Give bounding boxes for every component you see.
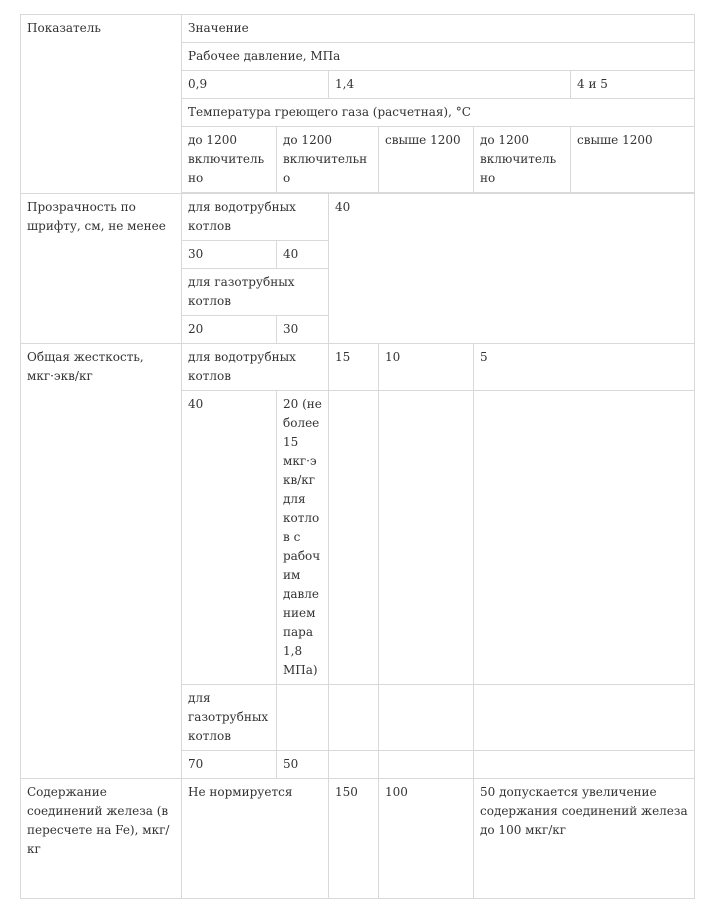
pressure-0-9: 0,9 (182, 71, 329, 99)
transparency-value-right: 40 (329, 194, 695, 344)
iron-not-normed: Не нормируется (182, 779, 329, 899)
transparency-gas-value-1: 20 (182, 316, 277, 344)
norms-table (20, 14, 695, 899)
empty-cell (474, 751, 695, 779)
transparency-water-tube: для водотрубных котлов (182, 194, 329, 241)
header-working-pressure: Рабочее давление, МПа (182, 43, 695, 71)
temperature-cell: свыше 1200 (379, 127, 474, 193)
hardness-label: Общая жесткость, мкг·экв/кг (21, 344, 182, 779)
transparency-water-value-2: 40 (277, 241, 329, 269)
transparency-water-value-1: 30 (182, 241, 277, 269)
empty-cell (474, 685, 695, 751)
temperature-cell: до 1200 включительно (277, 127, 379, 193)
hardness-value-2: 10 (379, 344, 474, 391)
hardness-water-tube: для водотрубных котлов (182, 344, 329, 391)
temperature-cell: до 1200 включительно (474, 127, 571, 193)
iron-label: Содержание соединений железа (в пересчете на Fe), мкг/кг (21, 779, 182, 899)
hardness-gas-value-1: 70 (182, 751, 277, 779)
hardness-value-3: 5 (474, 344, 695, 391)
header-indicator: Показатель (21, 15, 182, 194)
empty-cell (329, 751, 379, 779)
transparency-label: Прозрачность по шрифту, см, не менее (21, 194, 182, 344)
empty-cell (379, 751, 474, 779)
header-gas-temperature: Температура греющего газа (расчетная), °С (182, 99, 695, 127)
hardness-gas-value-2: 50 (277, 751, 329, 779)
empty-cell (329, 685, 379, 751)
temperature-cell: свыше 1200 (571, 127, 695, 193)
transparency-gas-value-2: 30 (277, 316, 329, 344)
hardness-water-value-2: 20 (не более 15 мкг·экв/кг для котлов с рабочим давлением пара 1,8 МПа) (277, 391, 329, 685)
hardness-water-value-1: 40 (182, 391, 277, 685)
hardness-gas-tube: для газотрубных котлов (182, 685, 277, 751)
transparency-gas-tube: для газотрубных котлов (182, 269, 329, 316)
empty-cell (277, 685, 329, 751)
header-value: Значение (182, 15, 695, 43)
temperature-cell: до 1200 включительно (182, 127, 277, 193)
iron-value-1: 150 (329, 779, 379, 899)
empty-cell (474, 391, 695, 685)
pressure-4-5: 4 и 5 (571, 71, 695, 99)
iron-value-3: 50 допускается увеличение содержания соединений железа до 100 мкг/кг (474, 779, 695, 899)
iron-value-2: 100 (379, 779, 474, 899)
empty-cell (329, 391, 379, 685)
empty-cell (379, 391, 474, 685)
pressure-1-4: 1,4 (329, 71, 571, 99)
hardness-value-1: 15 (329, 344, 379, 391)
empty-cell (379, 685, 474, 751)
